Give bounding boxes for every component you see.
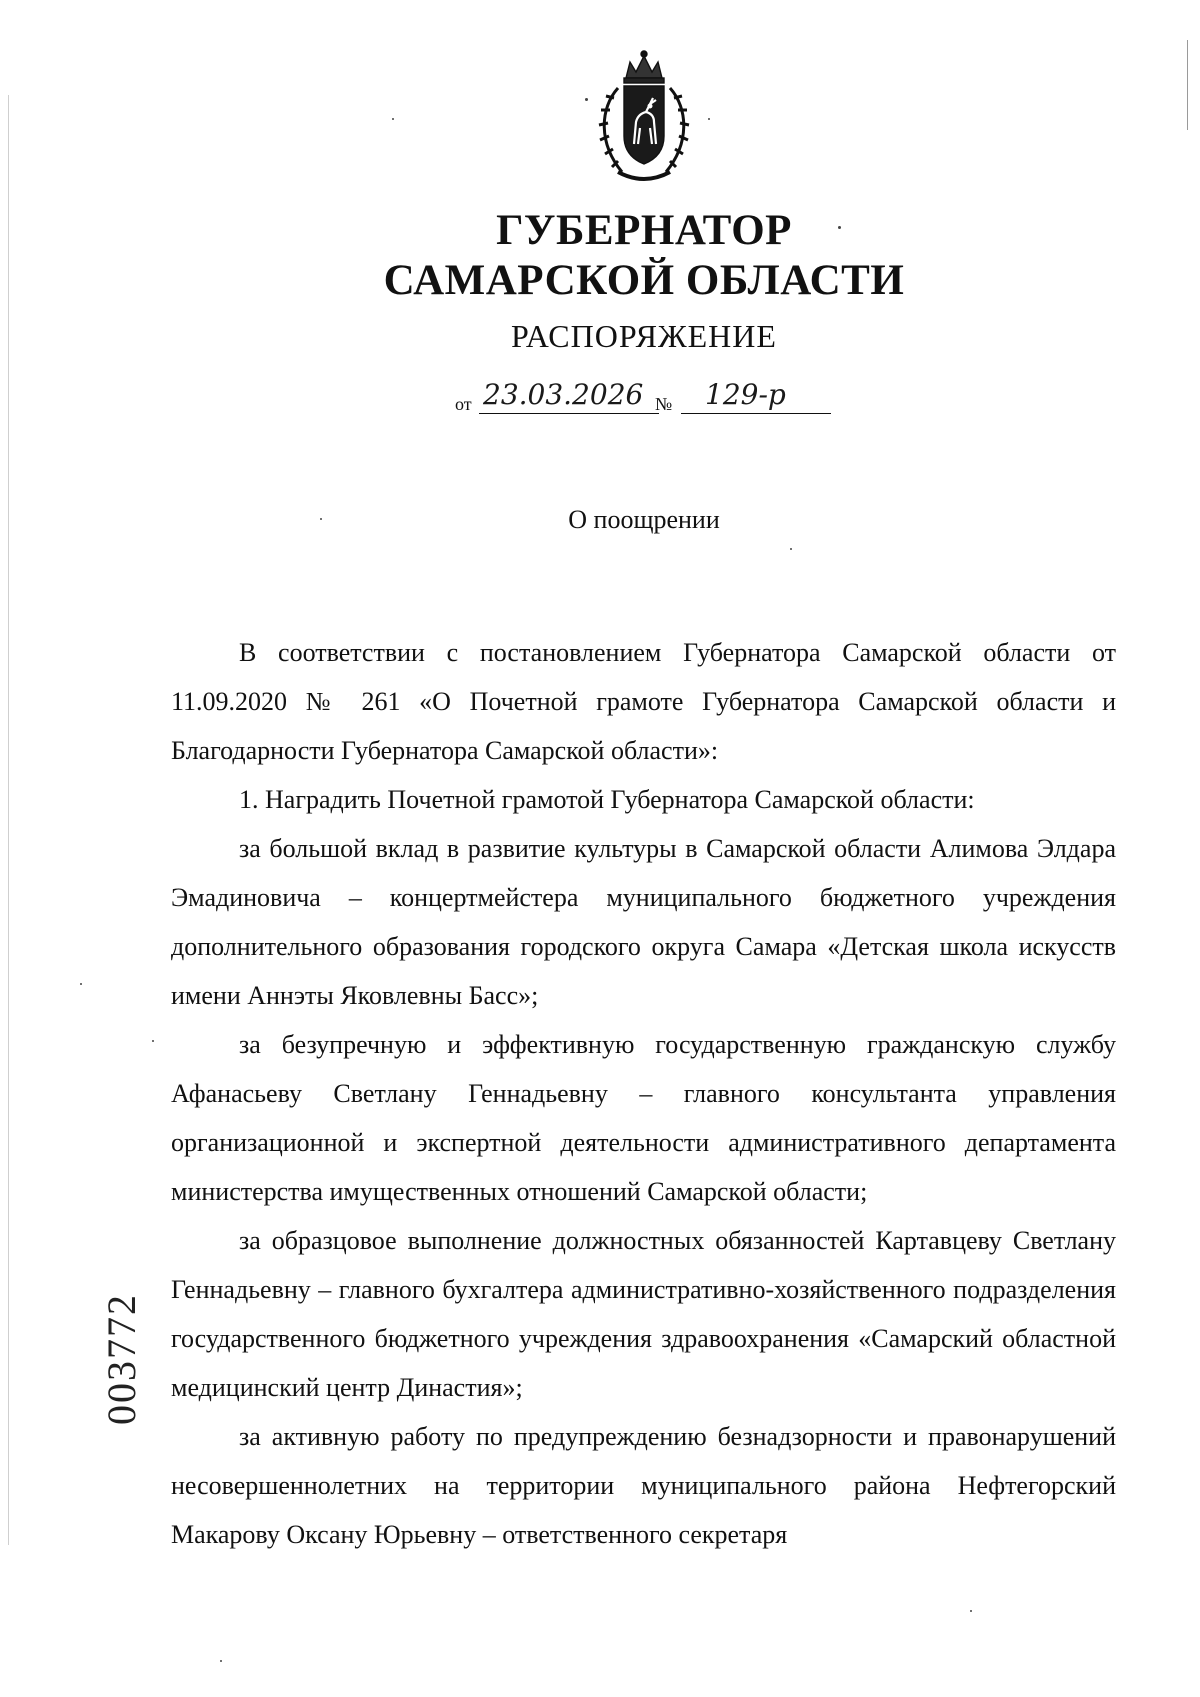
coat-of-arms-icon (578, 48, 710, 188)
document-body (171, 628, 1116, 1559)
scan-speck (320, 518, 322, 520)
body-paragraph: за активную работу по предупреждению безнадзорности и правонарушений несовершеннолетних на территории муниципального района Нефтегорский Макарову Оксану Юрьевну – ответственного секретаря (171, 1422, 1116, 1549)
scan-edge-mark (1187, 40, 1188, 130)
issuer-title-line2: САМАРСКОЙ ОБЛАСТИ (383, 257, 905, 304)
scan-speck (220, 1660, 222, 1662)
scan-edge-line (8, 95, 9, 1545)
body-paragraph: за безупречную и эффективную государственную гражданскую службу Афанасьеву Светлану Геннадьевну – главного консультанта управления организационной и экспертной деятельности административного департамента министерства имущественных отношений Самарской области; (171, 1030, 1116, 1206)
date-value: 23.03.2026 (483, 378, 644, 411)
scan-speck (708, 118, 710, 120)
scan-speck (152, 1040, 154, 1042)
date-underline (479, 413, 659, 414)
date-prefix: от (455, 394, 472, 414)
scan-speck (392, 118, 394, 120)
document-subject: О поощрении (568, 505, 720, 534)
margin-serial-number: 003772 (99, 1293, 144, 1425)
body-paragraph: В соответствии с постановлением Губернатора Самарской области от 11.09.2020 № 261 «О Почетной грамоте Губернатора Самарской области и Благодарности Губернатора Самарской области»: (171, 638, 1116, 765)
body-paragraph: 1. Наградить Почетной грамотой Губернатора Самарской области: (239, 785, 975, 814)
number-prefix: № (655, 394, 673, 414)
scan-speck (80, 983, 82, 985)
document-type: РАСПОРЯЖЕНИЕ (511, 318, 777, 354)
scan-speck (585, 98, 588, 101)
issuer-title-line1: ГУБЕРНАТОР (496, 207, 792, 254)
scan-speck (838, 226, 841, 229)
number-value: 129-р (705, 378, 786, 411)
scan-speck (790, 548, 792, 550)
scan-speck (970, 1610, 972, 1612)
body-paragraph: за большой вклад в развитие культуры в Самарской области Алимова Элдара Эмадиновича – концертмейстера муниципального бюджетного учреждения дополнительного образования городского округа Самара «Детская школа искусств имени Аннэты Яковлевны Басс»; (171, 834, 1116, 1010)
number-underline (681, 413, 831, 414)
body-paragraph: за образцовое выполнение должностных обязанностей Картавцеву Светлану Геннадьевну – главного бухгалтера административно-хозяйственного подразделения государственного бюджетного учреждения здравоохранения «Самарский областной медицинский центр Династия»; (171, 1226, 1116, 1402)
